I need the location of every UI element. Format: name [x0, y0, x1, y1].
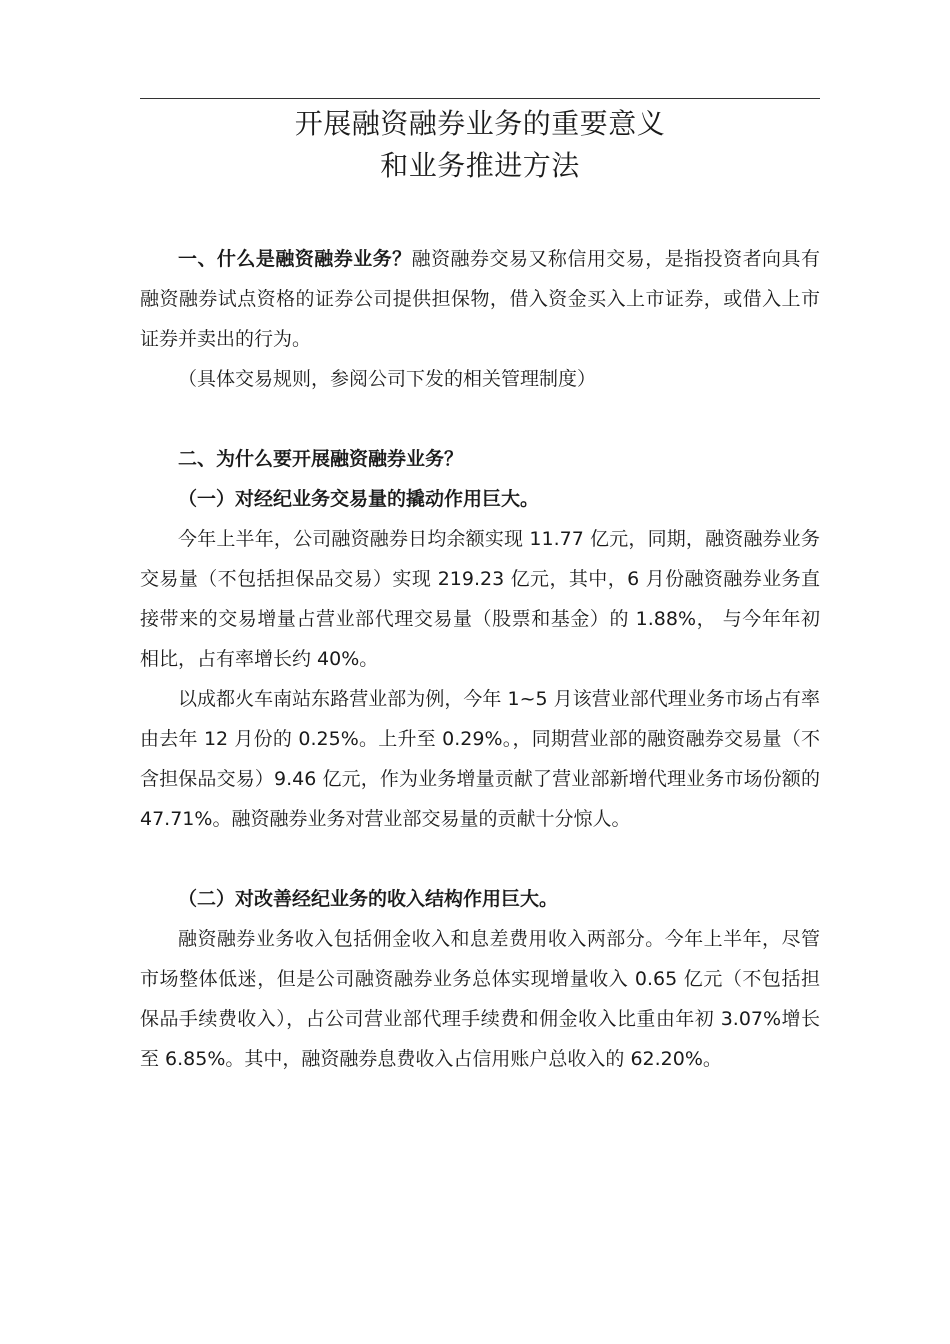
- document-title: [140, 103, 820, 187]
- section2-sub1-para1: 今年上半年，公司融资融券日均余额实现 11.77 亿元，同期，融资融券业务交易量（不包括担保品交易）实现 219.23 亿元，其中，6 月份融资融券业务直接带来的交易增量占营业部代理交易量（股票和基金）的 1.88%， 与今年年初相比，占有率增长约 40%。: [140, 528, 820, 670]
- section1-text: 融资融券交易又称信用交易，是指投资者向具有融资融券试点资格的证券公司提供担保物，借入资金买入上市证券，或借入上市证券并卖出的行为。: [140, 248, 820, 350]
- section2-sub1-heading: （一）对经纪业务交易量的撬动作用巨大。: [178, 488, 540, 510]
- title-line-2: 和业务推进方法: [380, 149, 580, 182]
- section2-heading: 二、为什么要开展融资融券业务？: [178, 448, 464, 470]
- section1-note: （具体交易规则，参阅公司下发的相关管理制度）: [178, 368, 597, 390]
- section2-sub2-para1: 融资融券业务收入包括佣金收入和息差费用收入两部分。今年上半年，尽管市场整体低迷，但是公司融资融券业务总体实现增量收入 0.65 亿元（不包括担保品手续费收入），占公司营业部代理手续费和佣金收入比重由年初 3.07%增长至 6.85%。其中，融资融券息费收入占信用账户总收入的 62.20%。: [140, 928, 820, 1070]
- section1-heading: 一、什么是融资融券业务？: [178, 248, 412, 270]
- section2-sub1-para2: 以成都火车南站东路营业部为例，今年 1~5 月该营业部代理业务市场占有率由去年 12 月份的 0.25%。上升至 0.29%。，同期营业部的融资融券交易量（不含担保品交易）9.46 亿元，作为业务增量贡献了营业部新增代理业务市场份额的 47.71%。融资融券业务对营业部交易量的贡献十分惊人。: [140, 688, 820, 830]
- section2-sub2-heading: （二）对改善经纪业务的收入结构作用巨大。: [178, 888, 559, 910]
- document-page: [140, 98, 820, 1079]
- section1-paragraph: [140, 239, 820, 359]
- title-line-1: 开展融资融券业务的重要意义: [294, 107, 666, 140]
- header-rule: [140, 98, 820, 99]
